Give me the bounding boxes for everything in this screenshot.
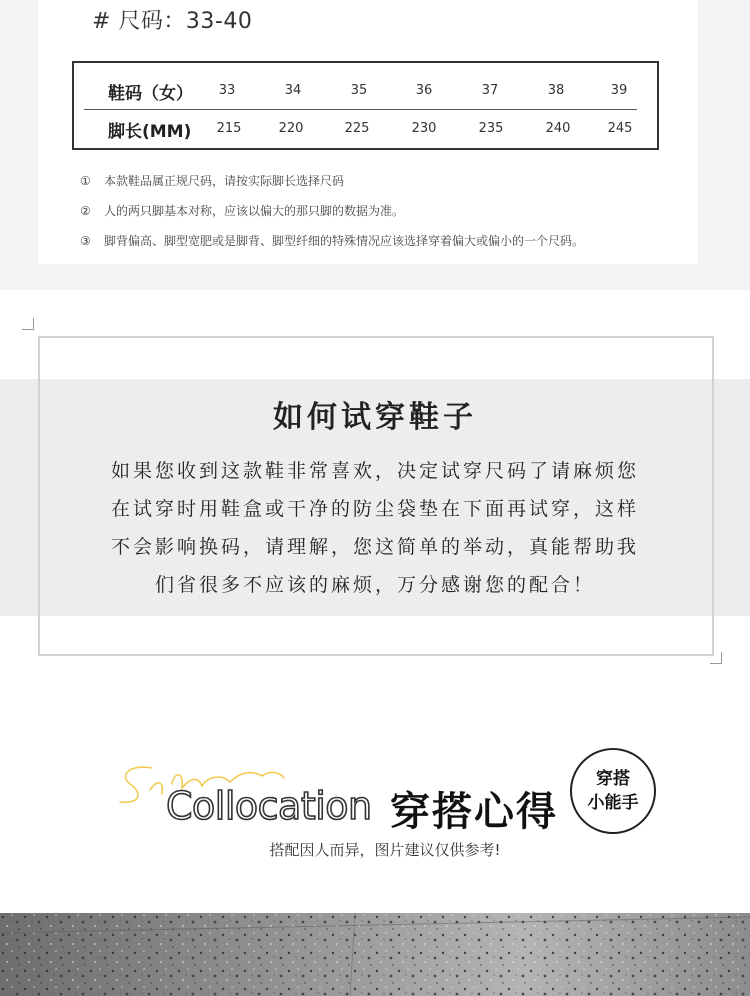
try-on-line: 们省很多不应该的麻烦，万分感谢您的配合！ (154, 574, 595, 596)
table-row-foot-length (74, 111, 657, 151)
table-cell: 37 (481, 83, 499, 98)
note-item (80, 166, 584, 196)
note-text: 本款鞋品属正规尺码，请按实际脚长选择尺码 (104, 174, 345, 188)
try-on-line: 如果您收到这款鞋非常喜欢，决定试穿尺码了请麻烦您 (110, 460, 639, 482)
collocation-english-title: Collocation (166, 784, 372, 828)
collocation-subtitle: 搭配因人而异，图片建议仅供参考! (269, 841, 501, 859)
note-text: 脚背偏高、脚型宽肥或是脚背、脚型纤细的特殊情况应该选择穿着偏大或偏小的一个尺码。 (104, 234, 585, 248)
size-chart-section (0, 0, 750, 290)
table-cell: 220 (278, 121, 304, 136)
table-cell: 35 (350, 83, 368, 98)
table-cell: 230 (411, 121, 437, 136)
try-on-line: 在试穿时用鞋盒或干净的防尘袋垫在下面再试穿，这样 (110, 498, 639, 520)
table-cell: 245 (607, 121, 633, 136)
note-item (80, 226, 584, 256)
note-number: ① (80, 174, 91, 188)
try-on-title: 如何试穿鞋子 (273, 400, 477, 435)
badge-line: 穿搭 (596, 769, 630, 789)
table-cell: 34 (284, 83, 302, 98)
row-label-shoe-size: 鞋码（女） (108, 84, 193, 104)
table-cell: 33 (218, 83, 236, 98)
corner-mark-top-left (22, 318, 34, 330)
note-item (80, 196, 584, 226)
note-text: 人的两只脚基本对称，应该以偏大的那只脚的数据为准。 (104, 204, 405, 218)
table-cell: 235 (478, 121, 504, 136)
try-on-text (40, 452, 710, 604)
size-table (72, 61, 659, 150)
size-notes (80, 166, 584, 256)
table-cell: 240 (545, 121, 571, 136)
badge-line: 小能手 (587, 793, 639, 813)
table-cell: 38 (547, 83, 565, 98)
size-range-title: # 尺码：33-40 (92, 9, 253, 34)
collocation-chinese-title: 穿搭心得 (390, 789, 558, 835)
table-cell: 215 (216, 121, 242, 136)
table-cell: 39 (610, 83, 628, 98)
terrazzo-floor-photo (0, 913, 750, 996)
table-row-shoe-size (74, 73, 657, 113)
note-number: ③ (80, 234, 91, 248)
style-badge (570, 748, 656, 834)
note-number: ② (80, 204, 91, 218)
table-cell: 225 (344, 121, 370, 136)
table-divider (84, 109, 637, 110)
try-on-line: 不会影响换码，请理解，您这简单的举动，真能帮助我 (110, 536, 639, 558)
row-label-foot-length: 脚长(MM) (108, 122, 192, 142)
table-cell: 36 (415, 83, 433, 98)
